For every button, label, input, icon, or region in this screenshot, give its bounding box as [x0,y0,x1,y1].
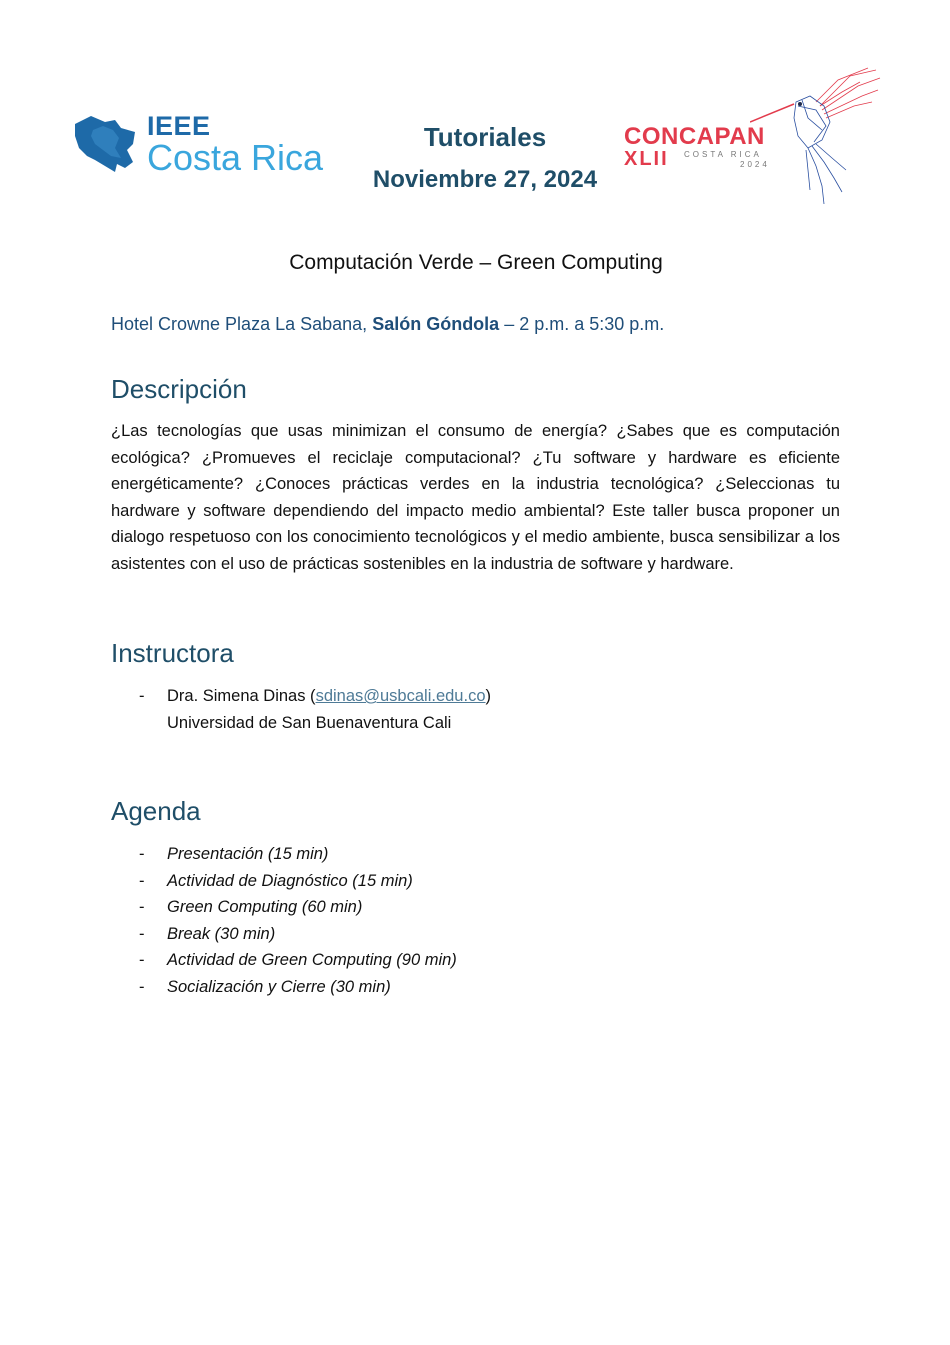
list-bullet: - [139,924,145,943]
ieee-logo-word: IEEE [147,111,211,141]
descripcion-text: ¿Las tecnologías que usas minimizan el consumo de energía? ¿Sabes que es computación ecológica? ¿Promueves el reciclaje computacional? ¿Tu software y hardware es eficiente energéticamente? ¿Conoces prácticas verdes en la industria tecnológica? ¿Seleccionas tu hardware y software dependiendo del impacto medio ambiental? Este taller busca proponer un dialogo respetuoso con los conocimiento tecnológicos y el medio ambiente, busca sensibilizar a los asistentes con el uso de prácticas sostenibles en la industria de software y hardware. [111,422,840,573]
page-title: Tutoriales [423,122,547,152]
ieee-logo-region: Costa Rica [147,137,324,178]
agenda-item-presentacion: Presentación (15 min) [167,845,329,863]
event-date: Noviembre 27, 2024 [372,166,598,193]
concapan-logo [620,66,882,206]
list-bullet: - [139,845,145,863]
agenda-item-diagnostico: Actividad de Diagnóstico (15 min) [167,871,413,890]
ieee-costa-rica-logo [75,110,345,180]
tutorial-subtitle: Computación Verde – Green Computing [289,251,663,274]
hummingbird-icon [750,66,882,206]
venue-line [111,310,664,338]
venue-room: Salón Góndola [372,314,500,334]
agenda-item-break: Break (30 min) [167,924,276,943]
venue-time: – 2 p.m. a 5:30 p.m. [504,314,665,334]
venue-hotel: Hotel Crowne Plaza La Sabana, [111,314,368,334]
list-bullet: - [139,977,145,996]
instructora-name-close: ) [485,687,491,705]
instructora-affiliation: Universidad de San Buenaventura Cali [167,713,452,732]
agenda-item-cierre: Socialización y Cierre (30 min) [167,977,391,996]
instructora-heading: Instructora [111,638,234,668]
instructora-name: Dra. Simena Dinas ( [167,687,316,705]
list-bullet: - [139,687,145,705]
concapan-logo-country: COSTA RICA [684,150,762,159]
list-bullet: - [139,951,145,969]
list-bullet: - [139,898,145,916]
concapan-logo-word: CONCAPAN [624,123,765,150]
agenda-item-green-computing: Green Computing (60 min) [167,898,363,916]
instructora-name-line [167,683,491,710]
concapan-logo-year: 2024 [740,160,770,169]
agenda-heading: Agenda [111,796,201,826]
list-bullet: - [139,871,145,890]
instructora-email-link[interactable]: sdinas@usbcali.edu.co [315,687,486,705]
costa-rica-map-icon [75,116,137,174]
concapan-logo-edition: XLII [624,148,669,170]
descripcion-heading: Descripción [111,374,247,404]
agenda-item-actividad-green: Actividad de Green Computing (90 min) [167,951,457,969]
